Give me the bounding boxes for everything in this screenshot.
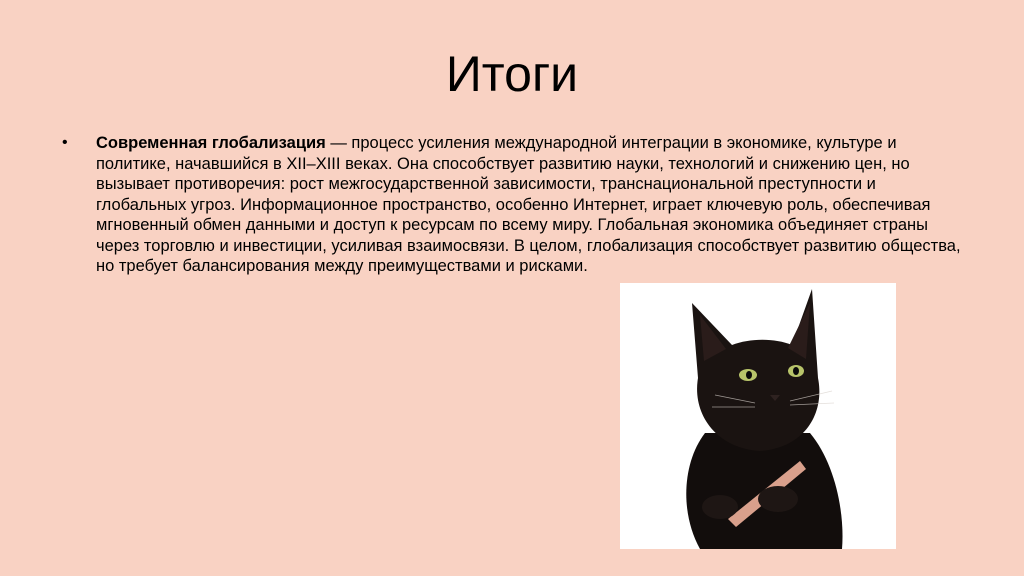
cat-photo bbox=[620, 283, 896, 549]
bullet-list bbox=[62, 133, 962, 277]
bullet-text: — процесс усиления международной интеграции в экономике, культуре и политике, начавшийся в XII–XIII веках. Она способствует развитию науки, технологий и снижению цен, но вызывает противоречия: рост межгосударственной зависимости, транснациональной преступности и глобальных угроз. Информационное пространство, особенно Интернет, играет ключевую роль, обеспечивая мгновенный обмен данными и доступ к ресурсам по всему миру. Глобальная экономика объединяет страны через торговлю и инвестиции, усиливая взаимосвязи. В целом, глобализация способствует развитию общества, но требует балансирования между преимуществами и рисками. bbox=[96, 134, 961, 275]
slide-title: Итоги bbox=[445, 46, 579, 102]
black-cat-illustration bbox=[620, 283, 896, 549]
bullet-item bbox=[62, 133, 962, 277]
bullet-marker: • bbox=[62, 134, 68, 151]
bullet-term: Современная глобализация bbox=[96, 134, 326, 152]
